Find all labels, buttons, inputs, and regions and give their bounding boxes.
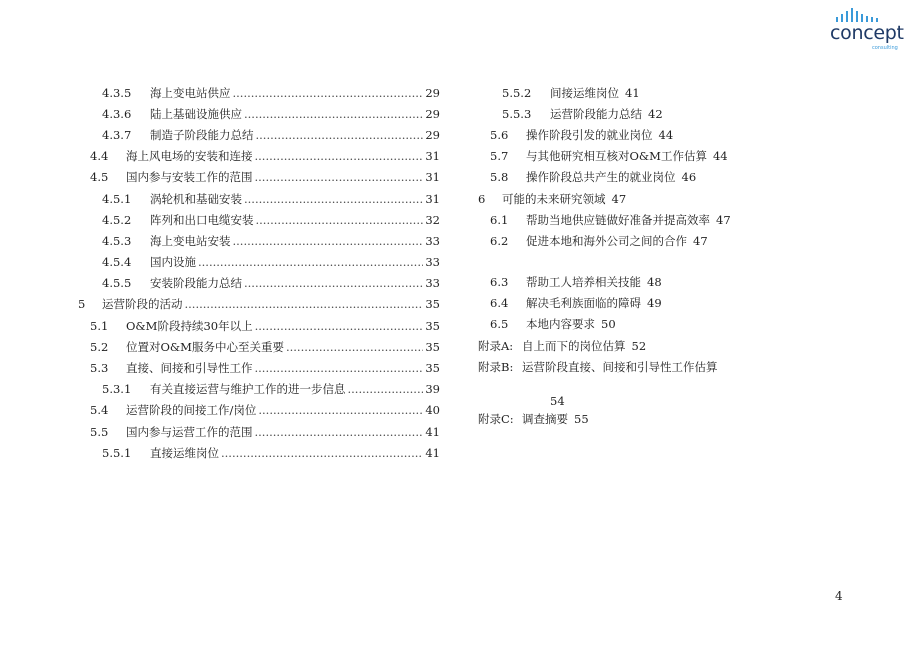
toc-entry[interactable]: [78, 294, 440, 315]
toc-entry-page: 31: [425, 170, 440, 185]
toc-entry-title: 涡轮机和基础安装: [150, 191, 242, 206]
toc-entry-page: 44: [712, 149, 728, 164]
toc-entry-number: 5.5: [90, 424, 109, 439]
toc-entry[interactable]: [78, 400, 440, 421]
toc-entry-page: 33: [425, 255, 440, 270]
toc-entry-title: 运营阶段的间接工作/岗位: [126, 403, 257, 418]
toc-entry-title: 有关直接运营与维护工作的进一步信息: [150, 382, 346, 397]
toc-entry-page: 50: [601, 317, 616, 332]
toc-entry-page: 52: [631, 338, 647, 353]
toc-entry-title: O&M阶段持续30年以上: [126, 318, 253, 333]
toc-entry-number: 5.7: [490, 149, 509, 164]
toc-entry-page: 49: [647, 296, 662, 311]
toc-entry-title: 帮助工人培养相关技能: [526, 275, 641, 290]
toc-entry-title: 本地内容要求: [526, 317, 595, 332]
toc-entry-title: 帮助当地供应链做好准备并提高效率: [526, 212, 710, 227]
toc-entry-title: 间接运维岗位: [550, 85, 619, 100]
toc-dot-leader: [221, 446, 423, 460]
toc-entry-title: 促进本地和海外公司之间的合作: [526, 233, 687, 248]
toc-entry-number: 6.4: [490, 296, 509, 311]
toc-entry-page: 47: [716, 212, 731, 227]
toc-dot-leader: [258, 403, 423, 417]
toc-entry-number: 4.3.6: [102, 106, 132, 121]
toc-left-column: [78, 82, 440, 463]
toc-entry[interactable]: [78, 188, 440, 209]
toc-entry-title: 阵列和出口电缆安装: [150, 212, 254, 227]
toc-entry-page: 42: [648, 106, 663, 121]
toc-entry-title: 国内设施: [150, 255, 196, 270]
toc-entry[interactable]: [78, 167, 440, 188]
toc-entry-page: 39: [425, 382, 440, 397]
toc-entry-page: 41: [425, 424, 440, 439]
toc-entry-number: 6.1: [490, 212, 509, 227]
toc-entry[interactable]: [78, 146, 440, 167]
toc-entry-page: 40: [425, 403, 440, 418]
toc-entry-page: 47: [611, 191, 627, 206]
toc-entry-page: 35: [425, 297, 440, 312]
toc-entry-number: 4.3.7: [102, 127, 132, 142]
toc-entry-title: 制造子阶段能力总结: [150, 127, 254, 142]
toc-dot-leader: [286, 340, 423, 354]
logo-subtext: consulting: [872, 45, 898, 51]
toc-entry[interactable]: [78, 421, 440, 442]
toc-entry-title: 陆上基础设施供应: [150, 106, 242, 121]
toc-dot-leader: [233, 86, 424, 100]
toc-entry-number: 4.5.2: [102, 212, 132, 227]
toc-entry-page: 41: [625, 85, 640, 100]
toc-entry[interactable]: [78, 103, 440, 124]
toc-gap: [478, 252, 778, 272]
toc-entry[interactable]: [478, 335, 778, 356]
toc-entry[interactable]: [78, 230, 440, 251]
toc-entry[interactable]: [78, 336, 440, 357]
toc-entry-title: 安装阶段能力总结: [150, 276, 242, 291]
toc-entry-number: 5.3: [90, 361, 109, 376]
toc-entry[interactable]: [478, 314, 778, 335]
logo-text: concept: [830, 22, 904, 44]
toc-entry-title: 直接运维岗位: [150, 445, 219, 460]
toc-entry-page: 55: [574, 411, 589, 426]
toc-entry[interactable]: [478, 408, 778, 429]
toc-dot-leader: [255, 319, 424, 333]
toc-entry[interactable]: [78, 209, 440, 230]
toc-entry-number: 5.8: [490, 170, 509, 185]
toc-dot-leader: [255, 425, 424, 439]
toc-entry-number: 6.3: [490, 275, 509, 290]
toc-entry-number: 4.4: [90, 149, 109, 164]
toc-entry-number: 4.5.3: [102, 233, 132, 248]
toc-entry[interactable]: [78, 124, 440, 145]
toc-entry-title: 海上变电站安装: [150, 233, 231, 248]
toc-entry-page: 32: [425, 212, 440, 227]
logo-bars-icon: [834, 8, 884, 22]
toc-entry-title: 国内参与运营工作的范围: [126, 424, 253, 439]
toc-entry[interactable]: [478, 146, 778, 167]
toc-entry-page: 33: [425, 276, 440, 291]
toc-entry[interactable]: [478, 103, 778, 124]
toc-entry-page: 29: [425, 127, 440, 142]
toc-entry-number: 5.4: [90, 403, 109, 418]
toc-entry[interactable]: [78, 315, 440, 336]
toc-entry[interactable]: [478, 272, 778, 293]
toc-entry-number: 5.5.2: [502, 85, 532, 100]
toc-entry[interactable]: [478, 188, 778, 209]
toc-entry-title: 运营阶段能力总结: [550, 106, 642, 121]
toc-entry-page: 29: [425, 85, 440, 100]
toc-entry-number: 4.5.1: [102, 191, 132, 206]
toc-entry-title: 运营阶段直接、间接和引导性工作估算: [522, 360, 718, 375]
toc-entry-wrapper: [478, 356, 778, 408]
toc-entry[interactable]: [78, 252, 440, 273]
toc-entry-number: 4.5.4: [102, 255, 132, 270]
toc-entry-number: 附录A:: [478, 338, 514, 353]
toc-entry-page: 31: [425, 149, 440, 164]
toc-entry[interactable]: [478, 356, 778, 394]
toc-entry-page: 35: [425, 361, 440, 376]
toc-entry-title: 解决毛利族面临的障碍: [526, 296, 641, 311]
toc-dot-leader: [244, 276, 423, 290]
toc-dot-leader: [185, 297, 424, 311]
toc-entry-page: 54: [550, 394, 565, 409]
toc-entry-number: 6: [478, 191, 486, 206]
toc-entry[interactable]: [478, 230, 778, 251]
toc-dot-leader: [348, 382, 424, 396]
toc-entry-page: 48: [647, 275, 662, 290]
toc-entry-title: 位置对O&M服务中心至关重要: [126, 339, 284, 354]
toc-entry-title: 操作阶段引发的就业岗位: [526, 127, 653, 142]
toc-dot-leader: [198, 255, 423, 269]
toc-entry-page: 35: [425, 318, 440, 333]
toc-entry[interactable]: [78, 273, 440, 294]
toc-entry[interactable]: [478, 124, 778, 145]
toc-dot-leader: [256, 213, 424, 227]
toc-entry-number: 4.5.5: [102, 276, 132, 291]
toc-dot-leader: [244, 107, 423, 121]
toc-entry-title: 运营阶段的活动: [102, 297, 183, 312]
toc-entry[interactable]: [478, 209, 778, 230]
concept-logo: [828, 8, 908, 52]
toc-entry[interactable]: [478, 82, 778, 103]
toc-entry-number: 5.1: [90, 318, 109, 333]
toc-entry-number: 5.2: [90, 339, 109, 354]
toc-entry-title: 操作阶段总共产生的就业岗位: [526, 170, 676, 185]
toc-entry-number: 4.5: [90, 170, 109, 185]
toc-entry-page: 47: [693, 233, 708, 248]
toc-dot-leader: [255, 149, 424, 163]
toc-dot-leader: [256, 128, 424, 142]
toc-entry-title: 国内参与安装工作的范围: [126, 170, 253, 185]
toc-entry-page: 41: [425, 445, 440, 460]
toc-entry-number: 5.5.3: [502, 106, 532, 121]
toc-entry-number: 4.3.5: [102, 85, 132, 100]
toc-entry[interactable]: [478, 167, 778, 188]
toc-entry-number: 6.2: [490, 233, 509, 248]
toc-entry-page: 35: [425, 339, 440, 354]
toc-entry-page: 44: [658, 127, 674, 142]
toc-entry[interactable]: [78, 379, 440, 400]
toc-entry-number: 5.6: [490, 127, 509, 142]
toc-entry-page: 31: [425, 191, 440, 206]
toc-entry[interactable]: [78, 82, 440, 103]
toc-entry-title: 自上而下的岗位估算: [522, 338, 626, 353]
toc-entry-number: 附录C:: [478, 411, 514, 426]
toc-dot-leader: [255, 361, 424, 375]
toc-entry-title: 与其他研究相互核对O&M工作估算: [526, 149, 707, 164]
toc-entry-number: 附录B:: [478, 360, 514, 375]
toc-dot-leader: [255, 170, 424, 184]
page-number: 4: [835, 589, 843, 603]
toc-right-column: [478, 82, 778, 429]
toc-entry-number: 5.5.1: [102, 445, 132, 460]
toc-entry[interactable]: [78, 442, 440, 463]
toc-entry-title: 海上风电场的安装和连接: [126, 149, 253, 164]
toc-entry[interactable]: [78, 357, 440, 378]
toc-entry-title: 海上变电站供应: [150, 85, 231, 100]
toc-entry-number: 6.5: [490, 317, 509, 332]
toc-entry-number: 5.3.1: [102, 382, 132, 397]
toc-entry-page: 46: [681, 170, 697, 185]
toc-entry-title: 调查摘要: [522, 411, 568, 426]
toc-entry-title: 直接、间接和引导性工作: [126, 361, 253, 376]
toc-entry-page: 33: [425, 233, 440, 248]
toc-entry-number: 5: [78, 297, 86, 312]
toc-entry[interactable]: [478, 293, 778, 314]
toc-entry-page: 29: [425, 106, 440, 121]
toc-dot-leader: [244, 192, 423, 206]
toc-dot-leader: [233, 234, 424, 248]
toc-entry-title: 可能的未来研究领域: [502, 191, 606, 206]
